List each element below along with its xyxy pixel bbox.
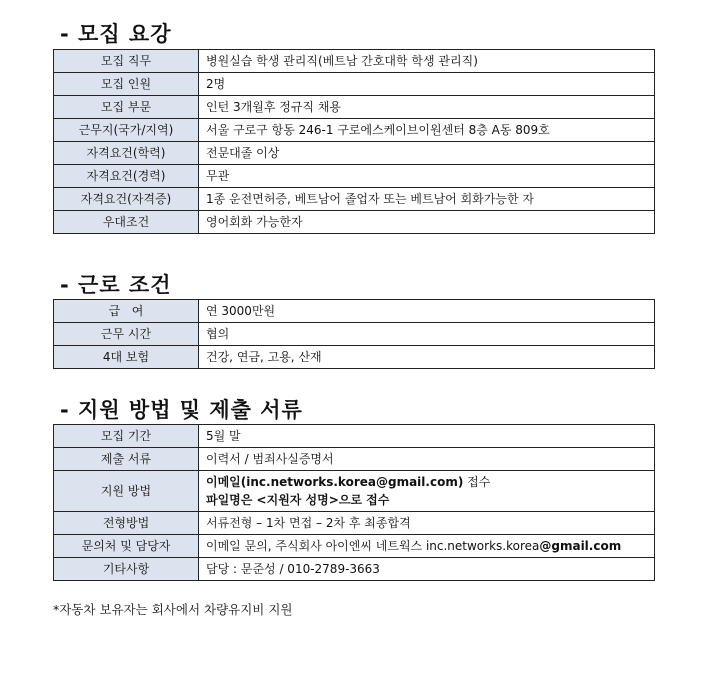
table-row: [54, 211, 655, 234]
footnote: *자동차 보유자는 회사에서 차량유지비 지원: [53, 602, 293, 617]
table-row: [54, 300, 655, 323]
section-title-conditions: - 근로 조건: [60, 273, 172, 297]
conditions-table: [53, 299, 655, 369]
table-row: [54, 188, 655, 211]
row-label: 자격요건(자격증): [54, 188, 199, 211]
row-label: 모집 직무: [54, 50, 199, 73]
row-label: 우대조건: [54, 211, 199, 234]
row-value: 인턴 3개월후 정규직 채용: [199, 96, 655, 119]
table-row: [54, 346, 655, 369]
table-row: [54, 471, 655, 512]
row-value: 2명: [199, 73, 655, 96]
row-value: 5월 말: [199, 425, 655, 448]
row-label: 기타사항: [54, 558, 199, 581]
table-row: [54, 448, 655, 471]
row-value: 연 3000만원: [199, 300, 655, 323]
row-label: 제출 서류: [54, 448, 199, 471]
row-label: 전형방법: [54, 512, 199, 535]
row-value: 이력서 / 범죄사실증명서: [199, 448, 655, 471]
apply-email[interactable]: 이메일(inc.networks.korea@gmail.com): [206, 475, 464, 489]
row-value: 1종 운전면허증, 베트남어 졸업자 또는 베트남어 회화가능한 자: [199, 188, 655, 211]
table-row: [54, 73, 655, 96]
apply-method-line2: 파일명은 <지원자 성명>으로 접수: [206, 493, 390, 507]
table-row: [54, 323, 655, 346]
table-row: [54, 96, 655, 119]
section-title-application: - 지원 방법 및 제출 서류: [60, 398, 303, 422]
table-row: [54, 512, 655, 535]
table-row: [54, 535, 655, 558]
row-value: 영어회화 가능한자: [199, 211, 655, 234]
row-label: 지원 방법: [54, 471, 199, 512]
row-value: 협의: [199, 323, 655, 346]
row-label: 급 여: [54, 300, 199, 323]
table-row: [54, 425, 655, 448]
table-row: [54, 165, 655, 188]
row-label: 모집 인원: [54, 73, 199, 96]
row-value: 건강, 연금, 고용, 산재: [199, 346, 655, 369]
table-row: [54, 142, 655, 165]
row-value: [199, 471, 655, 512]
row-label: 문의처 및 담당자: [54, 535, 199, 558]
row-label: 모집 부문: [54, 96, 199, 119]
row-value: 무관: [199, 165, 655, 188]
row-label: 근무지(국가/지역): [54, 119, 199, 142]
row-value: [199, 535, 655, 558]
apply-method-rest: 접수: [463, 475, 491, 489]
row-label: 4대 보험: [54, 346, 199, 369]
row-value: 서류전형 – 1차 면접 – 2차 후 최종합격: [199, 512, 655, 535]
table-row: [54, 119, 655, 142]
table-row: [54, 558, 655, 581]
row-value: 병원실습 학생 관리직(베트남 간호대학 학생 관리직): [199, 50, 655, 73]
table-row: [54, 50, 655, 73]
row-label: 모집 기간: [54, 425, 199, 448]
contact-prefix: 이메일 문의, 주식회사 아이엔씨 네트웍스 inc.networks.korea: [206, 539, 540, 553]
contact-email-domain: @gmail.com: [539, 539, 622, 553]
row-value: 서울 구로구 항동 246-1 구로에스케이브이원센터 8층 A동 809호: [199, 119, 655, 142]
row-label: 자격요건(경력): [54, 165, 199, 188]
row-value: 담당 : 문준성 / 010-2789-3663: [199, 558, 655, 581]
row-label: 자격요건(학력): [54, 142, 199, 165]
row-value: 전문대졸 이상: [199, 142, 655, 165]
row-label: 근무 시간: [54, 323, 199, 346]
apply-method-line1: [206, 475, 654, 489]
application-table: [53, 424, 655, 581]
section-title-recruitment: - 모집 요강: [60, 22, 172, 46]
recruitment-table: [53, 49, 655, 234]
